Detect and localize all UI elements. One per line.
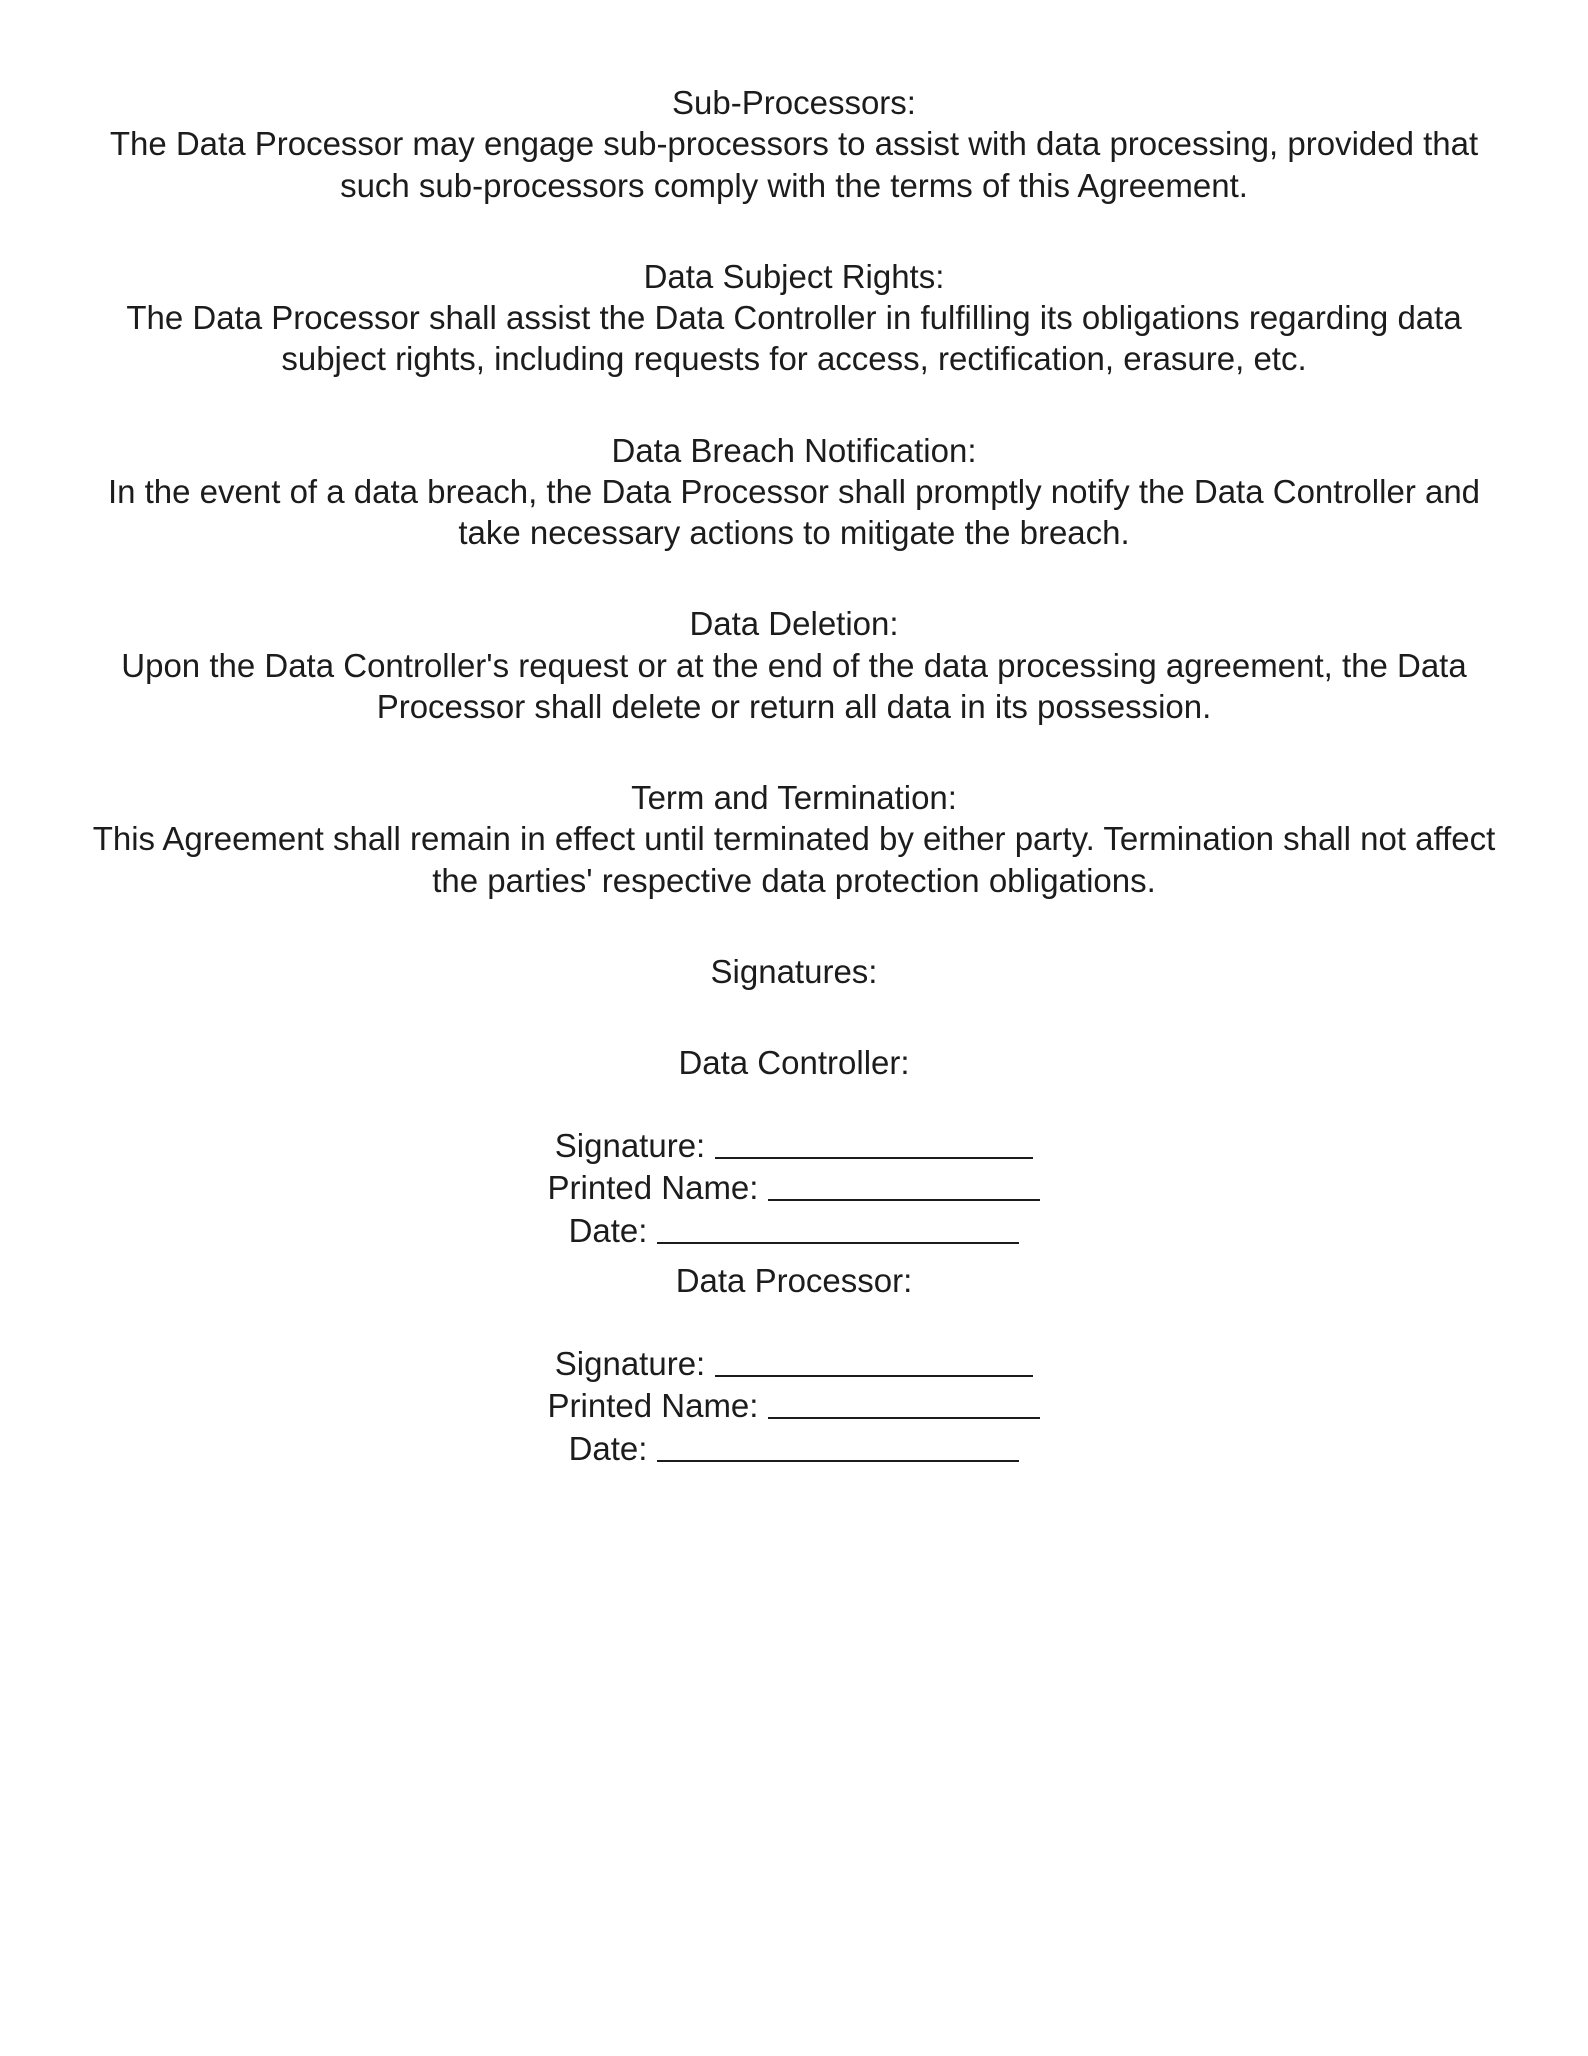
data-processor-heading: Data Processor: [675,1261,913,1299]
printed-name-label: Printed Name: [547,1387,759,1425]
date-line[interactable] [657,1226,1019,1244]
section-heading: Sub-Processors: [672,84,916,121]
section-body: The Data Processor shall assist the Data Controller in fulfilling its obligations regarding data subject rights, including requests for access, rectification, erasure, etc. [126,299,1462,378]
section-sub-processors [88,82,1500,206]
printed-name-line[interactable] [768,1401,1040,1419]
signatures-heading: Signatures: [710,952,878,990]
signature-line[interactable] [715,1141,1033,1159]
controller-signature-block [88,1125,1500,1252]
printed-name-row [88,1167,1500,1209]
date-row [88,1428,1500,1470]
section-body: In the event of a data breach, the Data Processor shall promptly notify the Data Controller and take necessary actions to mitigate the breach. [107,472,1481,551]
signature-row [88,1125,1500,1167]
signature-label: Signature: [554,1345,706,1383]
date-label: Date: [568,1211,648,1249]
section-body: Upon the Data Controller's request or at the end of the data processing agreement, the Data Processor shall delete or return all data in its possession. [121,646,1467,725]
section-heading: Data Deletion: [689,605,899,643]
signature-label: Signature: [554,1127,706,1165]
date-line[interactable] [657,1444,1019,1462]
section-heading: Data Breach Notification: [611,431,977,469]
section-data-subject-rights [88,256,1500,380]
section-term-and-termination [88,777,1500,901]
printed-name-label: Printed Name: [547,1169,759,1207]
date-label: Date: [568,1429,648,1467]
printed-name-row [88,1385,1500,1427]
printed-name-line[interactable] [768,1183,1040,1201]
section-heading: Term and Termination: [631,779,957,816]
signature-row [88,1343,1500,1385]
section-data-breach-notification [88,430,1500,554]
data-controller-heading: Data Controller: [678,1044,910,1081]
processor-signature-block [88,1343,1500,1470]
section-body: This Agreement shall remain in effect until terminated by either party. Termination shall not affect the parties' respective data protection obligations. [92,820,1496,899]
date-row [88,1210,1500,1252]
section-body: The Data Processor may engage sub-processors to assist with data processing, provided that such sub-processors comply with the terms of this Agreement. [109,125,1479,204]
signature-line[interactable] [715,1359,1033,1377]
section-heading: Data Subject Rights: [643,257,945,295]
section-data-deletion [88,603,1500,727]
